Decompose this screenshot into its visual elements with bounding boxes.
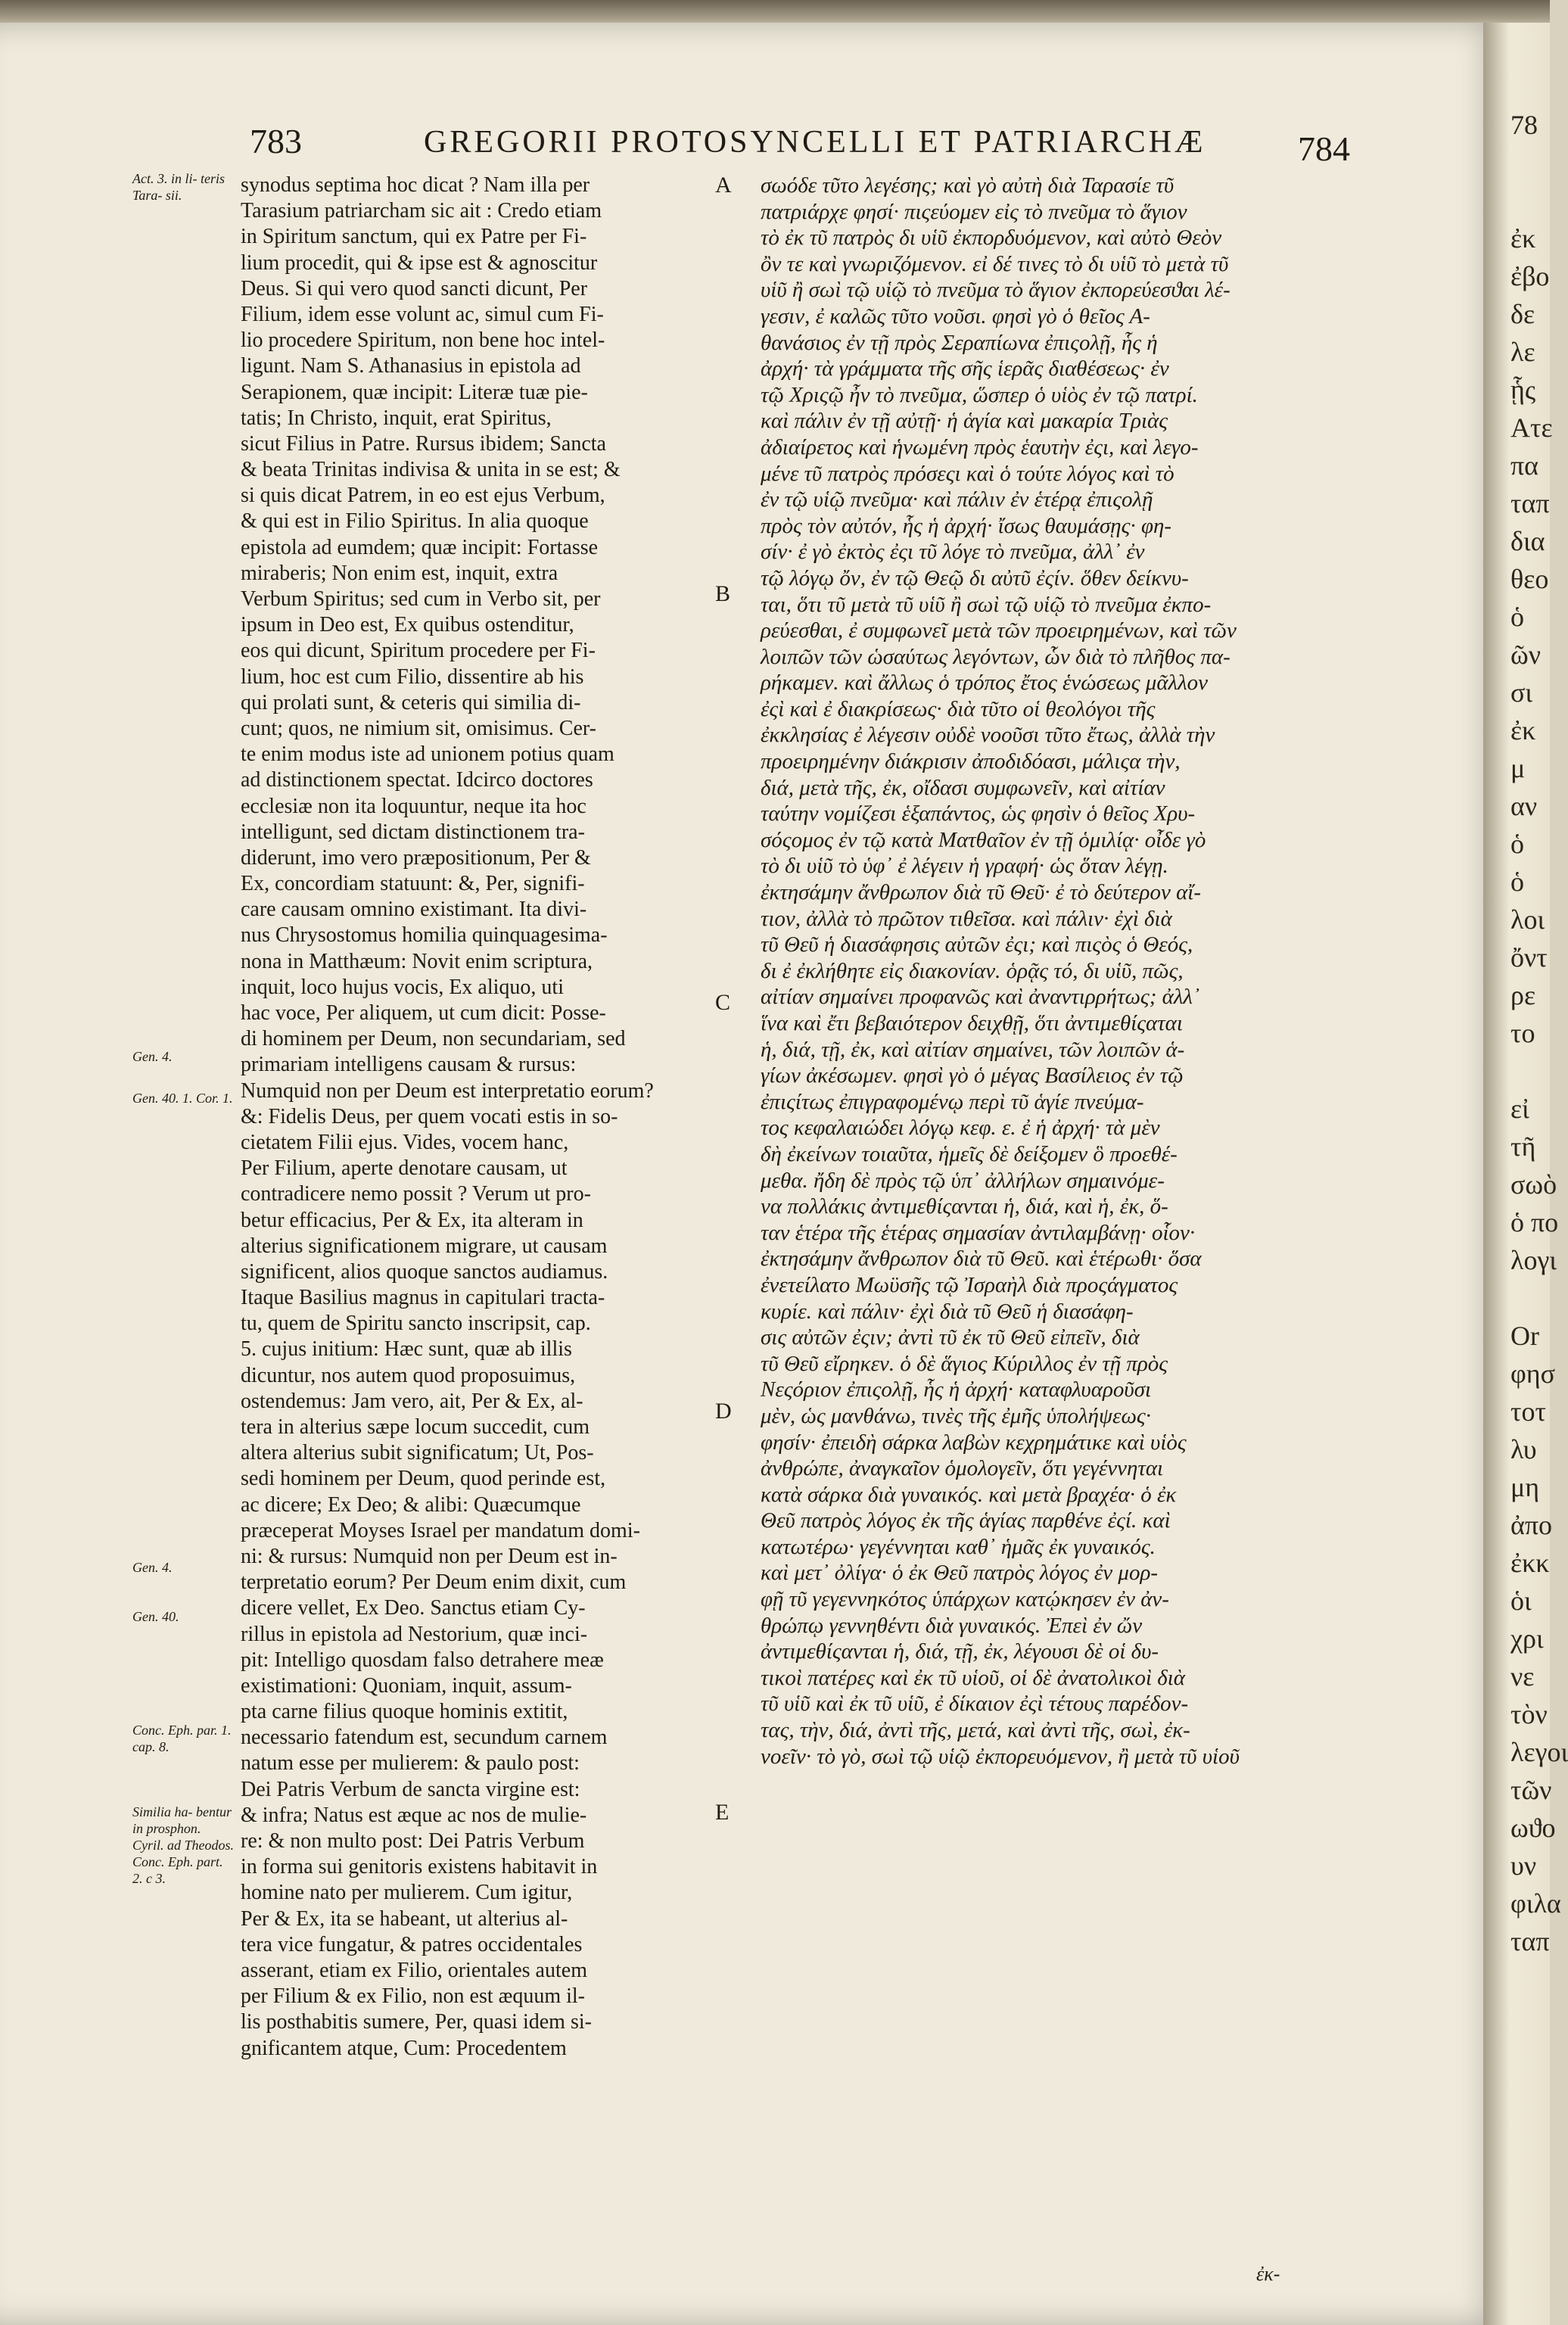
next-page-fragment: ταπ [1510, 488, 1550, 518]
latin-line: &: Fidelis Deus, per quem vocati estis in so- [241, 1104, 618, 1128]
latin-line: sedi hominem per Deum, quod perinde est, [241, 1467, 606, 1491]
section-letter: D [715, 1399, 732, 1424]
next-page-fragment: χρι [1510, 1623, 1544, 1654]
next-page-fragment: ὁ [1510, 602, 1524, 632]
next-page-fragment: θεο [1510, 564, 1549, 594]
latin-line: re: & non multo post: Dei Patris Verbum [241, 1829, 585, 1853]
latin-line: Ex, concordiam statuunt: &, Per, signifi- [241, 872, 585, 896]
greek-line: νοεῖν· τὸ γὸ, σωὶ τῷ υἱῷ ἐκπορευόμενον, ἢ μετὰ τῦ υἱοῦ [761, 1744, 1240, 1769]
latin-line: si quis dicat Patrem, in eo est ejus Verbum, [241, 484, 605, 508]
greek-line: τὸ ἐκ τῦ πατρὸς δι υἱῦ ἐκπορδυόμενον, καὶ αὐτὸ Θεὸν [761, 226, 1222, 251]
next-page-fragment: λε [1510, 337, 1535, 367]
catchword: ἐκ- [1256, 2263, 1280, 2285]
latin-line: asserant, etiam ex Filio, orientales autem [241, 1958, 587, 1982]
greek-line: σωόδε τῦτο λεγέσης; καὶ γὸ αὐτὴ διὰ Ταρασίε τῦ [761, 173, 1174, 198]
latin-line: synodus septima hoc dicat ? Nam illa per [241, 173, 590, 197]
latin-line: necessario fatendum est, secundum carnem [241, 1726, 608, 1750]
next-page-fragment: φιλα [1510, 1888, 1561, 1919]
latin-line: homine nato per mulierem. Cum igitur, [241, 1881, 573, 1905]
greek-line: τῷ Χριςῷ ἦν τὸ πνεῦμα, ὥσπερ ὁ υἱὸς ἐν τῷ πατρί. [761, 382, 1198, 407]
latin-line: existimationi: Quoniam, inquit, assum- [241, 1673, 572, 1698]
next-page-fragment: εἰ [1510, 1094, 1529, 1124]
latin-line: sicut Filius in Patre. Rursus ibidem; Sancta [241, 431, 606, 456]
latin-line: Per Filium, aperte denotare causam, ut [241, 1156, 568, 1181]
latin-line: Filium, idem esse volunt ac, simul cum Fi- [241, 302, 604, 326]
next-page-fragment: λογι [1510, 1245, 1557, 1275]
margin-note: Gen. 4. [132, 1049, 173, 1064]
greek-line: μὲν, ὡς μανθάνω, τινὲς τῆς ἐμῆς ὑπολήψεως· [761, 1403, 1151, 1428]
latin-line: tera in alterius sæpe locum succedit, cum [241, 1415, 590, 1439]
next-page-fragment: ὄντ [1510, 942, 1548, 973]
greek-column [761, 173, 1392, 1769]
greek-line: υἱῦ ἢ σωὶ τῷ υἱῷ τὸ πνεῦμα τὸ ἅγιον ἐκπορεύεσϑαι λέ- [761, 278, 1230, 303]
greek-line: ρήκαμεν. καὶ ἄλλως ὁ τρόπος ἔτος ἑνώσεως μᾶλλον [761, 671, 1209, 696]
margin-note: Gen. 4. [132, 1560, 173, 1575]
greek-line: ταν ἑτέρα τῆς ἑτέρας σημασίαν ἀντιλαμβάνῃ· οἷον· [761, 1220, 1196, 1245]
next-page-fragment: τῆ [1510, 1131, 1536, 1162]
latin-line: lis posthabitis sumere, Per, quasi idem si- [241, 2010, 592, 2034]
next-page-fragment: ταπ [1510, 1926, 1550, 1956]
running-title: GREGORII PROTOSYNCELLI ET PATRIARCHÆ [424, 125, 1206, 160]
next-page-fragment [1510, 1279, 1550, 1317]
latin-column [241, 173, 706, 2062]
latin-line: ligunt. Nam S. Athanasius in epistola ad [241, 354, 581, 378]
next-page-fragment: τῶν [1510, 1775, 1552, 1805]
section-letter: A [715, 173, 732, 198]
next-page-fragment: φησ [1510, 1359, 1556, 1389]
latin-line: natum esse per mulierem: & paulo post: [241, 1751, 580, 1776]
greek-line: φησίν· ἐπειδὴ σάρκα λαβὼν κεχρημάτικε καὶ υἱὸς [761, 1430, 1187, 1455]
latin-line: dicuntur, nos autem quod proposuimus, [241, 1363, 576, 1387]
next-page-fragment: μη [1510, 1472, 1540, 1502]
greek-line: ἐκτησάμην ἄνθρωπον διὰ τῦ Θεῦ· ἐ τὸ δεύτερον αἴ- [761, 880, 1202, 905]
latin-line: in Spiritum sanctum, qui ex Patre per Fi- [241, 225, 587, 249]
greek-line: ἀδιαίρετος καὶ ἡνωμένη πρὸς ἑαυτὴν ἐςι, καὶ λεγο- [761, 434, 1199, 459]
greek-line: πατριάρχε φησί· πιςεύομεν εἰς τὸ πνεῦμα τὸ ἅγιον [761, 199, 1187, 224]
next-page-fragment [1510, 144, 1550, 182]
next-page-fragment: μ [1510, 753, 1526, 783]
greek-line: τος κεφαλαιώδει λόγῳ κεφ. ε. ἐ ἡ ἀρχή· τὰ μὲν [761, 1116, 1160, 1141]
next-page-fragment: λεγοι [1510, 1737, 1568, 1767]
greek-line: δὴ ἐκείνων τοιαῦτα, ἡμεῖς δὲ δείξομεν ὃ προεθέ- [761, 1141, 1178, 1166]
next-page-fragment: το [1510, 1018, 1535, 1048]
latin-line: Tarasium patriarcham sic ait : Credo etiam [241, 199, 602, 223]
column-section-letters [715, 173, 745, 1838]
greek-line: ἡ, διά, τῇ, ἐκ, καὶ αἰτίαν σημαίνει, τῶν λοιπῶν ἁ- [761, 1037, 1185, 1062]
greek-line: ταύτην νομίζεσι ἑξαπάντος, ὡς φησὶν ὁ θεῖος Χρυ- [761, 801, 1196, 826]
next-page-fragment: 78 [1510, 110, 1538, 140]
greek-line: ἐςὶ καὶ ἐ διακρίσεως· διὰ τῦτο οἱ θεολόγοι τῆς [761, 696, 1156, 721]
greek-line: ἀρχή· τὰ γράμματα τῆς σῆς ἱερᾶς διαθέσεως· ἐν [761, 356, 1169, 381]
greek-line: γίων ἀκέσωμεν. φησὶ γὸ ὁ μέγας Βασίλειος ἐν τῷ [761, 1063, 1184, 1088]
next-page-fragment: ἐκ [1510, 223, 1536, 254]
latin-line: primariam intelligens causam & rursus: [241, 1053, 577, 1077]
latin-line: cietatem Filii ejus. Vides, vocem hanc, [241, 1130, 569, 1154]
latin-line: ostendemus: Jam vero, ait, Per & Ex, al- [241, 1389, 583, 1413]
greek-line: ἐκκλησίας ἐ λέγεσιν οὐδὲ νοοῦσι τῦτο ἔτως, ἀλλὰ τὴν [761, 723, 1215, 748]
latin-line: in forma sui genitoris existens habitavit in [241, 1855, 598, 1879]
greek-line: Νεςόριον ἐπιςολῇ, ἧς ἡ ἀρχή· καταφλυαροῦσι [761, 1377, 1152, 1402]
greek-line: θανάσιος ἐν τῇ πρὸς Σεραπίωνα ἐπιςολῇ, ἧς ἡ [761, 330, 1158, 355]
latin-line: lium procedit, qui & ipse est & agnoscitur [241, 251, 598, 275]
next-page-fragment: νε [1510, 1661, 1535, 1692]
next-page-fragment: ὁ [1510, 867, 1524, 897]
next-page-fragment: ἐκ [1510, 715, 1536, 745]
latin-line: ad distinctionem spectat. Idcirco doctores [241, 768, 593, 792]
margin-note: Similia ha- bentur in prosphon. Cyril. ad Theodos. Conc. Eph. part. 2. c 3. [132, 1804, 235, 1886]
next-page-fragment: τοτ [1510, 1396, 1546, 1427]
latin-line: & infra; Natus est æque ac nos de mulie- [241, 1803, 587, 1827]
greek-line: τῦ Θεῦ εἴρηκεν. ὁ δὲ ἅγιος Κύριλλος ἐν τῇ πρὸς [761, 1351, 1168, 1376]
latin-line: di hominem per Deum, non secundariam, sed [241, 1027, 626, 1051]
latin-line: terpretatio eorum? Per Deum enim dixit, cum [241, 1570, 627, 1595]
latin-line: nona in Matthæum: Novit enim scriptura, [241, 949, 593, 973]
latin-line: & beata Trinitas indivisa & unita in se est; & [241, 458, 621, 482]
margin-note: Gen. 40. [132, 1609, 179, 1624]
latin-line: qui prolati sunt, & ceteris qui similia di- [241, 690, 581, 714]
greek-line: σόςομος ἐν τῷ κατὰ Ματθαῖον ἐν τῇ ὁμιλίᾳ· οἶδε γὸ [761, 827, 1206, 852]
latin-line: Numquid non per Deum est interpretatio eorum? [241, 1078, 654, 1103]
greek-line: καὶ μετ᾿ ὀλίγα· ὁ ἐκ Θεῦ πατρὸς λόγος ἐν μορ- [761, 1561, 1159, 1586]
latin-line: ipsum in Deo est, Ex quibus ostenditur, [241, 613, 574, 637]
next-page-fragment: Ατε [1510, 412, 1553, 443]
latin-line: lio procedere Spiritum, non bene hoc intel- [241, 328, 605, 353]
greek-line: ἐκτησάμην ἄνθρωπον διὰ τῦ Θεῦ. καὶ ἑτέρωθι· ὅσα [761, 1247, 1202, 1271]
latin-line: & qui est in Filio Spiritus. In alia quoque [241, 509, 589, 534]
next-page-fragment: ὁ πο [1510, 1207, 1559, 1237]
latin-line: Deus. Si qui vero quod sancti dicunt, Per [241, 276, 588, 300]
latin-line: diderunt, imo vero præpositionum, Per & [241, 845, 591, 870]
next-page-fragment: δια [1510, 526, 1545, 556]
next-page-fragment: ἀπο [1510, 1510, 1553, 1540]
margin-notes [132, 170, 235, 2289]
greek-line: μένε τῦ πατρὸς πρόσεςι καὶ ὁ τούτε λόγος καὶ τὸ [761, 461, 1174, 486]
greek-line: ἐπιςίτως ἐπιγραφομένῳ περὶ τῦ ἁγίε πνεύμα- [761, 1089, 1144, 1114]
greek-line: τικοὶ πατέρες καὶ ἐκ τῦ υἱοῦ, οἱ δὲ ἀνατολικοὶ διὰ [761, 1665, 1186, 1690]
next-page-fragment: ὁ [1510, 829, 1524, 859]
latin-line: altera alterius subit significatum; Ut, Pos- [241, 1441, 594, 1465]
latin-line: per Filium & ex Filio, non est æquum il- [241, 1984, 585, 2009]
margin-note: Conc. Eph. par. 1. cap. 8. [132, 1723, 232, 1754]
latin-line: pit: Intelligo quosdam falso detrahere meæ [241, 1648, 604, 1672]
greek-line: Θεῦ πατρὸς λόγος ἐκ τῆς ἁγίας παρθένε ἐςί. καὶ [761, 1508, 1171, 1533]
next-page-fragment: ἐκκ [1510, 1548, 1550, 1578]
latin-line: inquit, loco hujus vocis, Ex aliquo, uti [241, 975, 564, 999]
next-page-fragment: λυ [1510, 1434, 1537, 1464]
latin-line: contradicere nemo possit ? Verum ut pro- [241, 1182, 591, 1206]
greek-line: τῦ υἱῦ καὶ ἐκ τῦ υἱῦ, ἐ δίκαιον ἐςὶ τέτους παρέδον- [761, 1692, 1189, 1717]
latin-line: eos qui dicunt, Spiritum procedere per Fi- [241, 639, 596, 663]
latin-line: care causam omnino existimant. Ita divi- [241, 898, 587, 922]
latin-line: Per & Ex, ita se habeant, ut alterius al- [241, 1906, 568, 1931]
latin-line: hac voce, Per aliquem, ut cum dicit: Posse- [241, 1001, 606, 1025]
greek-line: ἐν τῷ υἱῷ πνεῦμα· καὶ πάλιν ἐν ἑτέρᾳ ἐπιςολῇ [761, 487, 1153, 512]
latin-line: epistola ad eumdem; quæ incipit: Fortasse [241, 535, 599, 559]
greek-line: δι ἐ ἐκλήθητε εἰς διακονίαν. ὁρᾷς τό, δι υἱῦ, πῶς, [761, 958, 1184, 983]
latin-line: ac dicere; Ex Deo; & alibi: Quæcumque [241, 1492, 581, 1517]
next-page-fragment: σι [1510, 677, 1533, 708]
latin-line: Itaque Basilius magnus in capitulari tracta- [241, 1286, 605, 1310]
next-page-fragment: ῶν [1510, 640, 1541, 670]
greek-line: ἵνα καὶ ἔτι βεβαιότερον δειχθῇ, ὅτι ἀντιμεθίςαται [761, 1011, 1183, 1035]
latin-line: lium, hoc est cum Filio, dissentire ab his [241, 665, 584, 689]
greek-line: τῦ Θεῦ ἡ διασάφησις αὐτῶν ἐςι; καὶ πιςὸς ὁ Θεός, [761, 932, 1193, 957]
greek-line: διά, μετὰ τῆς, ἐκ, οἴδασι συμφωνεῖν, καὶ αἰτίαν [761, 775, 1165, 800]
greek-line: κατὰ σάρκα διὰ γυναικός. καὶ μετὰ βραχέα· ὁ ἐκ [761, 1482, 1177, 1507]
greek-line: ἀνθρώπε, ἀναγκαῖον ὁμολογεῖν, ὅτι γεγέννηται [761, 1456, 1164, 1481]
latin-line: præceperat Moyses Israel per mandatum domi- [241, 1518, 640, 1542]
latin-line: nus Chrysostomus homilia quinquagesima- [241, 923, 608, 948]
next-page-fragment: ρε [1510, 980, 1536, 1010]
latin-line: tu, quem de Spiritu sancto inscripsit, cap. [241, 1312, 591, 1336]
greek-line: ρεύεσθαι, ἐ συμφωνεῖ μετὰ τῶν προειρημένων, καὶ τῶν [761, 618, 1237, 643]
section-letter: E [715, 1800, 730, 1825]
greek-line: σις αὐτῶν ἐςιν; ἀντὶ τῦ ἐκ τῦ Θεῦ εἰπεῖν, διὰ [761, 1325, 1140, 1350]
next-page-fragment: υν [1510, 1850, 1537, 1881]
latin-line: tera vice fungatur, & patres occidentales [241, 1932, 583, 1956]
greek-line: θρώπῳ γεννηθέντι διὰ γυναικός. Ἐπεὶ ἐν ὤν [761, 1613, 1143, 1638]
latin-line: Serapionem, quæ incipit: Literæ tuæ pie- [241, 380, 588, 404]
greek-line: τιον, ἀλλὰ τὸ πρῶτον τιθεῖσα. καὶ πάλιν· ἐχὶ διὰ [761, 906, 1172, 931]
greek-line: σίν· ἐ γὸ ἐκτὸς ἐςι τῦ λόγε τὸ πνεῦμα, ἀλλ᾿ ἐν [761, 540, 1145, 565]
greek-line: καὶ πάλιν ἐν τῇ αὐτῇ· ἡ ἁγία καὶ μακαρία Τριὰς [761, 409, 1168, 434]
latin-line: ecclesiæ non ita loquuntur, neque ita hoc [241, 794, 586, 818]
latin-line: ni: & rursus: Numquid non per Deum est in- [241, 1544, 618, 1568]
greek-line: πρὸς τὸν αὐτόν, ἧς ἡ ἀρχή· ἴσως θαυμάσῃς· φη- [761, 513, 1172, 538]
latin-line: Dei Patris Verbum de sancta virgine est: [241, 1777, 580, 1801]
next-page-fragment [1510, 1052, 1550, 1090]
latin-line: significent, alios quoque sanctos audiamus. [241, 1259, 608, 1284]
greek-line: φῇ τῦ γεγεννηκότος ὑπάρχων κατῴκησεν ἐν ἀν- [761, 1587, 1169, 1612]
next-page-edge [1510, 106, 1568, 2301]
latin-line: miraberis; Non enim est, inquit, extra [241, 561, 558, 585]
next-page-fragment: ᾗς [1510, 375, 1536, 405]
greek-line: ται, ὅτι τῦ μετὰ τῦ υἱῦ ἢ σωὶ τῷ υἱῷ τὸ πνεῦμα ἐκπο- [761, 592, 1212, 617]
section-letter: C [715, 990, 731, 1015]
next-page-fragment: δε [1510, 299, 1535, 329]
next-page-fragment: αν [1510, 791, 1538, 821]
greek-line: ἐνετείλατο Μωϋσῆς τῷ Ἰσραὴλ διὰ προςάγματος [761, 1272, 1178, 1297]
greek-line: κυρίε. καὶ πάλιν· ἐχὶ διὰ τῦ Θεῦ ἡ διασάφη- [761, 1299, 1134, 1324]
next-page-fragment: πα [1510, 450, 1539, 481]
latin-line: Verbum Spiritus; sed cum in Verbo sit, per [241, 587, 601, 611]
latin-line: betur efficacius, Per & Ex, ita alteram in [241, 1208, 583, 1232]
latin-line: 5. cujus initium: Hæc sunt, quæ ab illis [241, 1337, 572, 1362]
greek-line: λοιπῶν τῶν ὡσαύτως λεγόντων, ὧν διὰ τὸ πλῆθος πα- [761, 644, 1230, 669]
greek-line: ἀντιμεθίςανται ἡ, διά, τῇ, ἐκ, λέγουσι δὲ οἱ δυ- [761, 1639, 1159, 1664]
next-page-fragment: ἐβο [1510, 261, 1550, 291]
margin-note: Gen. 40. 1. Cor. 1. [132, 1091, 233, 1106]
greek-line: να πολλάκις ἀντιμεθίςανται ἡ, διά, καὶ ἡ, ἐκ, ὅ- [761, 1194, 1168, 1219]
greek-line: κατωτέρω· γεγέννηται καθ᾿ ἡμᾶς ἐκ γυναικός. [761, 1534, 1156, 1559]
greek-line: μεθα. ἤδη δὲ πρὸς τῷ ὑπ᾿ ἀλλήλων σημαινόμε- [761, 1168, 1165, 1193]
latin-line: pta carne filius quoque hominis extitit, [241, 1700, 568, 1724]
latin-line: cunt; quos, ne nimium sit, omisimus. Cer- [241, 716, 596, 740]
next-page-fragment: Or [1510, 1321, 1539, 1351]
latin-line: gnificantem atque, Cum: Procedentem [241, 2036, 567, 2060]
latin-line: tatis; In Christo, inquit, erat Spiritus, [241, 406, 552, 430]
latin-line: intelligunt, sed dictam distinctionem tra- [241, 820, 585, 844]
greek-line: τὸ δι υἱῦ τὸ ὑφ᾿ ἐ λέγειν ἡ γραφή· ὡς ὅταν λέγῃ. [761, 854, 1168, 879]
page-number-left: 783 [250, 122, 302, 160]
next-page-fragment: ὁι [1510, 1586, 1532, 1616]
greek-line: ὂν τε καὶ γνωριζόμενον. εἰ δέ τινες τὸ δι υἱῦ τὸ μετὰ τῦ [761, 251, 1229, 276]
section-letter: B [715, 581, 731, 606]
greek-line: προειρημένην διάκρισιν ἀποδιδόασι, μάλιςα τὴν, [761, 749, 1181, 774]
next-page-fragment: ωϑο [1510, 1813, 1556, 1843]
latin-line: rillus in epistola ad Nestorium, quæ inci- [241, 1622, 588, 1646]
margin-note: Act. 3. in li- teris Tara- sii. [132, 171, 225, 203]
latin-line: te enim modus iste ad unionem potius quam [241, 742, 614, 767]
greek-line: γεσιν, ἐ καλῶς τῦτο νοῦσι. φησὶ γὸ ὁ θεῖος Α- [761, 303, 1150, 328]
next-page-fragment: τὸν [1510, 1699, 1548, 1729]
greek-line: τῷ λόγῳ ὄν, ἐν τῷ Θεῷ δι αὐτῦ ἐςίν. ὅθεν δείκνυ- [761, 565, 1189, 590]
greek-line: αἰτίαν σημαίνει προφανῶς καὶ ἀναντιρρήτως; ἀλλ᾿ [761, 985, 1200, 1010]
page-number-right: 784 [1298, 129, 1350, 168]
greek-line: τας, τὴν, διά, ἀντὶ τῆς, μετά, καὶ ἀντὶ τῆς, σωὶ, ἐκ- [761, 1718, 1190, 1743]
next-page-fragment [1510, 182, 1550, 219]
next-page-fragment: σωὸ [1510, 1169, 1557, 1200]
next-page-fragment: λοι [1510, 904, 1545, 935]
latin-line: dicere vellet, Ex Deo. Sanctus etiam Cy- [241, 1596, 586, 1620]
latin-line: alterius significationem migrare, ut causam [241, 1234, 608, 1258]
